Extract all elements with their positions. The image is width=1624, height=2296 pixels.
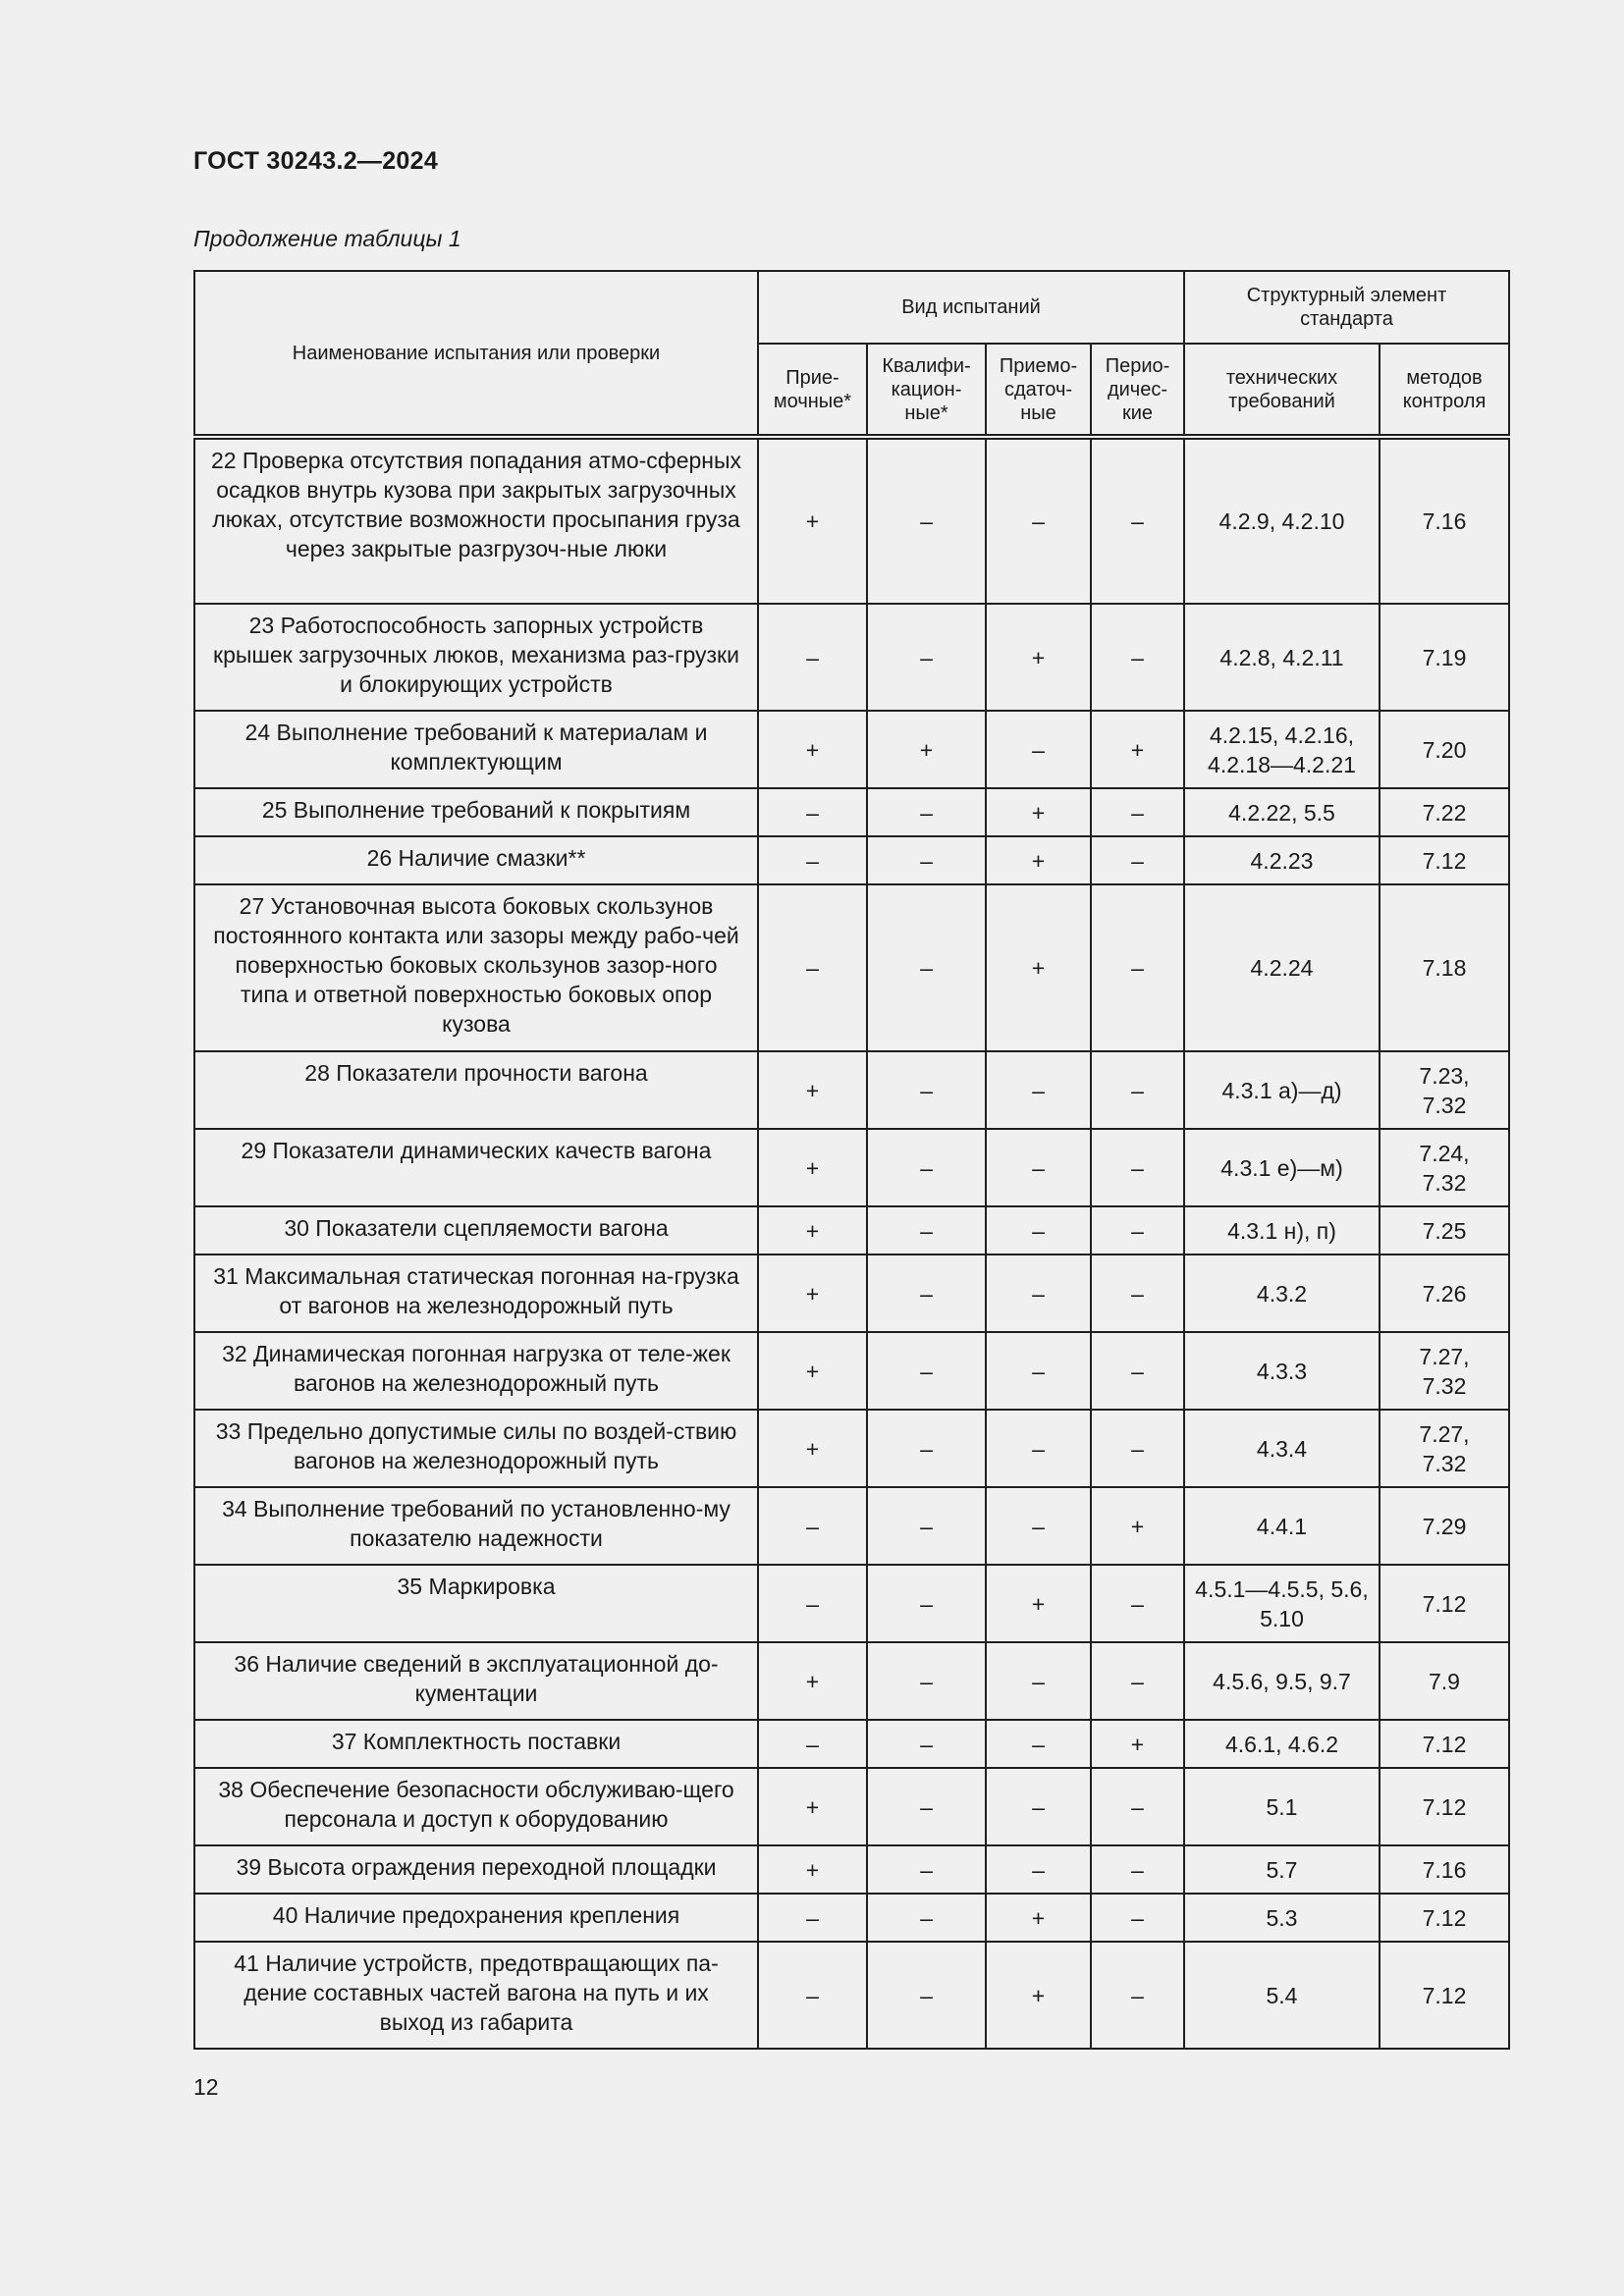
periodic-mark: – (1091, 1332, 1184, 1410)
test-name-cell: 25 Выполнение требований к покрытиям (194, 788, 758, 836)
document-standard-title: ГОСТ 30243.2—2024 (193, 147, 439, 175)
table-row (194, 884, 1509, 1051)
acceptance-mark: – (758, 836, 867, 884)
delivery-mark: + (986, 604, 1091, 711)
tech-requirements-ref: 4.2.23 (1184, 836, 1380, 884)
control-method-ref: 7.12 (1380, 1565, 1509, 1642)
control-method-ref: 7.16 (1380, 437, 1509, 604)
header-control-methods (1380, 344, 1509, 437)
periodic-mark: + (1091, 711, 1184, 788)
test-name-cell: 33 Предельно допустимые силы по воздей-ствию вагонов на железнодорожный путь (194, 1410, 758, 1487)
control-method-ref: 7.19 (1380, 604, 1509, 711)
periodic-mark: – (1091, 1768, 1184, 1845)
test-name-cell: 38 Обеспечение безопасности обслуживаю-щего персонала и доступ к оборудованию (194, 1768, 758, 1845)
tech-requirements-ref: 4.2.22, 5.5 (1184, 788, 1380, 836)
acceptance-mark: – (758, 604, 867, 711)
periodic-mark: – (1091, 604, 1184, 711)
control-method-ref: 7.12 (1380, 1768, 1509, 1845)
header-acceptance-label: Прие-мочные* (773, 366, 852, 412)
acceptance-mark: + (758, 1332, 867, 1410)
tech-requirements-ref: 4.3.4 (1184, 1410, 1380, 1487)
periodic-mark: – (1091, 1410, 1184, 1487)
test-name-cell: 28 Показатели прочности вагона (194, 1051, 758, 1129)
test-name-cell: 36 Наличие сведений в эксплуатационной до-кументации (194, 1642, 758, 1720)
delivery-mark: – (986, 1051, 1091, 1129)
table-row (194, 1051, 1509, 1129)
qualification-mark: – (867, 604, 986, 711)
acceptance-mark: + (758, 1410, 867, 1487)
acceptance-mark: + (758, 1642, 867, 1720)
acceptance-mark: + (758, 1206, 867, 1255)
acceptance-mark: – (758, 1565, 867, 1642)
header-delivery-label: Приемо-сдаточ-ные (999, 354, 1078, 424)
acceptance-mark: – (758, 884, 867, 1051)
table-row (194, 1410, 1509, 1487)
page-number: 12 (193, 2074, 219, 2100)
control-method-ref: 7.20 (1380, 711, 1509, 788)
tech-requirements-ref: 4.2.9, 4.2.10 (1184, 437, 1380, 604)
control-method-ref: 7.12 (1380, 836, 1509, 884)
control-method-ref: 7.12 (1380, 1894, 1509, 1942)
delivery-mark: + (986, 1565, 1091, 1642)
test-name-cell: 31 Максимальная статическая погонная на-грузка от вагонов на железнодорожный путь (194, 1255, 758, 1332)
table-row (194, 604, 1509, 711)
control-method-ref: 7.23, 7.32 (1380, 1051, 1509, 1129)
acceptance-mark: – (758, 1720, 867, 1768)
header-qualification (867, 344, 986, 437)
delivery-mark: + (986, 1894, 1091, 1942)
control-method-ref: 7.24, 7.32 (1380, 1129, 1509, 1206)
periodic-mark: – (1091, 1051, 1184, 1129)
qualification-mark: – (867, 836, 986, 884)
acceptance-mark: – (758, 1894, 867, 1942)
table-row (194, 1332, 1509, 1410)
delivery-mark: – (986, 1487, 1091, 1565)
acceptance-mark: – (758, 1487, 867, 1565)
delivery-mark: – (986, 1255, 1091, 1332)
qualification-mark: – (867, 1410, 986, 1487)
test-name-cell: 22 Проверка отсутствия попадания атмо-сферных осадков внутрь кузова при закрытых загрузочных люках, отсутствие возможности просыпания груза через закрытые разгрузоч-ные люки (194, 437, 758, 604)
control-method-ref: 7.26 (1380, 1255, 1509, 1332)
acceptance-mark: + (758, 1255, 867, 1332)
test-name-cell: 30 Показатели сцепляемости вагона (194, 1206, 758, 1255)
delivery-mark: – (986, 1720, 1091, 1768)
test-name-cell: 41 Наличие устройств, предотвращающих па-дение составных частей вагона на путь и их выход из габарита (194, 1942, 758, 2049)
table-row (194, 1487, 1509, 1565)
periodic-mark: – (1091, 1565, 1184, 1642)
header-delivery (986, 344, 1091, 437)
qualification-mark: – (867, 1894, 986, 1942)
delivery-mark: – (986, 1768, 1091, 1845)
tech-requirements-ref: 5.7 (1184, 1845, 1380, 1894)
table-row (194, 836, 1509, 884)
periodic-mark: – (1091, 1894, 1184, 1942)
periodic-mark: – (1091, 1255, 1184, 1332)
tech-requirements-ref: 4.3.1 е)—м) (1184, 1129, 1380, 1206)
qualification-mark: – (867, 884, 986, 1051)
table-row (194, 1720, 1509, 1768)
delivery-mark: – (986, 1845, 1091, 1894)
control-method-ref: 7.27, 7.32 (1380, 1332, 1509, 1410)
delivery-mark: + (986, 788, 1091, 836)
control-method-ref: 7.29 (1380, 1487, 1509, 1565)
tech-requirements-ref: 4.3.2 (1184, 1255, 1380, 1332)
delivery-mark: – (986, 1206, 1091, 1255)
header-test-types-group: Вид испытаний (758, 271, 1184, 344)
delivery-mark: – (986, 1129, 1091, 1206)
header-periodic-label: Перио-дичес-кие (1105, 354, 1170, 424)
header-tech-requirements (1184, 344, 1380, 437)
tech-requirements-ref: 4.5.1—4.5.5, 5.6, 5.10 (1184, 1565, 1380, 1642)
table-row (194, 1845, 1509, 1894)
acceptance-mark: + (758, 711, 867, 788)
periodic-mark: – (1091, 836, 1184, 884)
tech-requirements-ref: 4.5.6, 9.5, 9.7 (1184, 1642, 1380, 1720)
control-method-ref: 7.12 (1380, 1942, 1509, 2049)
table-caption: Продолжение таблицы 1 (193, 226, 461, 251)
control-method-ref: 7.25 (1380, 1206, 1509, 1255)
tech-requirements-ref: 4.3.1 н), п) (1184, 1206, 1380, 1255)
acceptance-mark: – (758, 1942, 867, 2049)
test-name-cell: 32 Динамическая погонная нагрузка от теле-жек вагонов на железнодорожный путь (194, 1332, 758, 1410)
control-method-ref: 7.22 (1380, 788, 1509, 836)
header-acceptance (758, 344, 867, 437)
periodic-mark: + (1091, 1487, 1184, 1565)
periodic-mark: – (1091, 1642, 1184, 1720)
delivery-mark: – (986, 437, 1091, 604)
table-row (194, 1942, 1509, 2049)
periodic-mark: – (1091, 437, 1184, 604)
qualification-mark: – (867, 788, 986, 836)
test-name-cell: 35 Маркировка (194, 1565, 758, 1642)
qualification-mark: – (867, 1565, 986, 1642)
qualification-mark: – (867, 1206, 986, 1255)
test-name-cell: 37 Комплектность поставки (194, 1720, 758, 1768)
tech-requirements-ref: 4.3.1 а)—д) (1184, 1051, 1380, 1129)
control-method-ref: 7.18 (1380, 884, 1509, 1051)
periodic-mark: – (1091, 1129, 1184, 1206)
control-method-ref: 7.16 (1380, 1845, 1509, 1894)
acceptance-mark: – (758, 788, 867, 836)
tech-requirements-ref: 4.2.8, 4.2.11 (1184, 604, 1380, 711)
test-name-cell: 29 Показатели динамических качеств вагона (194, 1129, 758, 1206)
test-name-cell: 24 Выполнение требований к материалам и комплектующим (194, 711, 758, 788)
table-row (194, 711, 1509, 788)
tech-requirements-ref: 4.3.3 (1184, 1332, 1380, 1410)
qualification-mark: – (867, 1642, 986, 1720)
tech-requirements-ref: 4.6.1, 4.6.2 (1184, 1720, 1380, 1768)
qualification-mark: – (867, 1942, 986, 2049)
header-structural-group (1184, 271, 1509, 344)
table-row (194, 1642, 1509, 1720)
tech-requirements-ref: 5.3 (1184, 1894, 1380, 1942)
periodic-mark: + (1091, 1720, 1184, 1768)
control-method-ref: 7.9 (1380, 1642, 1509, 1720)
delivery-mark: – (986, 1410, 1091, 1487)
test-name-cell: 34 Выполнение требований по установленно-му показателю надежности (194, 1487, 758, 1565)
header-periodic (1091, 344, 1184, 437)
qualification-mark: – (867, 1768, 986, 1845)
table-row (194, 1565, 1509, 1642)
qualification-mark: – (867, 1845, 986, 1894)
tech-requirements-ref: 5.4 (1184, 1942, 1380, 2049)
delivery-mark: – (986, 1332, 1091, 1410)
test-name-cell: 39 Высота ограждения переходной площадки (194, 1845, 758, 1894)
qualification-mark: – (867, 1051, 986, 1129)
acceptance-mark: + (758, 1845, 867, 1894)
table-row (194, 437, 1509, 604)
header-structural-group-label: Структурный элемент стандарта (1246, 285, 1447, 330)
delivery-mark: + (986, 836, 1091, 884)
acceptance-mark: + (758, 437, 867, 604)
periodic-mark: – (1091, 788, 1184, 836)
delivery-mark: + (986, 884, 1091, 1051)
table-row (194, 1255, 1509, 1332)
tests-table (193, 270, 1510, 2050)
periodic-mark: – (1091, 1206, 1184, 1255)
tech-requirements-ref: 4.2.15, 4.2.16, 4.2.18—4.2.21 (1184, 711, 1380, 788)
acceptance-mark: + (758, 1768, 867, 1845)
test-name-cell: 40 Наличие предохранения крепления (194, 1894, 758, 1942)
control-method-ref: 7.27, 7.32 (1380, 1410, 1509, 1487)
qualification-mark: – (867, 1332, 986, 1410)
acceptance-mark: + (758, 1129, 867, 1206)
acceptance-mark: + (758, 1051, 867, 1129)
periodic-mark: – (1091, 1845, 1184, 1894)
qualification-mark: – (867, 1129, 986, 1206)
qualification-mark: – (867, 1255, 986, 1332)
control-method-ref: 7.12 (1380, 1720, 1509, 1768)
table-row (194, 1129, 1509, 1206)
periodic-mark: – (1091, 1942, 1184, 2049)
tech-requirements-ref: 5.1 (1184, 1768, 1380, 1845)
qualification-mark: + (867, 711, 986, 788)
header-tech-requirements-label: технических требований (1225, 366, 1338, 412)
delivery-mark: – (986, 1642, 1091, 1720)
tech-requirements-ref: 4.4.1 (1184, 1487, 1380, 1565)
delivery-mark: – (986, 711, 1091, 788)
header-row-groups (194, 271, 1509, 344)
test-name-cell: 23 Работоспособность запорных устройств крышек загрузочных люков, механизма раз-грузки и блокирующих устройств (194, 604, 758, 711)
table-row (194, 1768, 1509, 1845)
periodic-mark: – (1091, 884, 1184, 1051)
tech-requirements-ref: 4.2.24 (1184, 884, 1380, 1051)
table-row (194, 1894, 1509, 1942)
header-control-methods-label: методов контроля (1402, 366, 1487, 412)
qualification-mark: – (867, 437, 986, 604)
table-row (194, 1206, 1509, 1255)
header-qualification-label: Квалифи-кацион-ные* (882, 354, 971, 424)
test-name-cell: 26 Наличие смазки** (194, 836, 758, 884)
table-row (194, 788, 1509, 836)
qualification-mark: – (867, 1720, 986, 1768)
test-name-cell: 27 Установочная высота боковых скользунов постоянного контакта или зазоры между рабо-чей поверхностью боковых скользунов зазор-ного типа и ответной поверхностью боковых опор кузова (194, 884, 758, 1051)
qualification-mark: – (867, 1487, 986, 1565)
header-test-name: Наименование испытания или проверки (194, 271, 758, 437)
delivery-mark: + (986, 1942, 1091, 2049)
